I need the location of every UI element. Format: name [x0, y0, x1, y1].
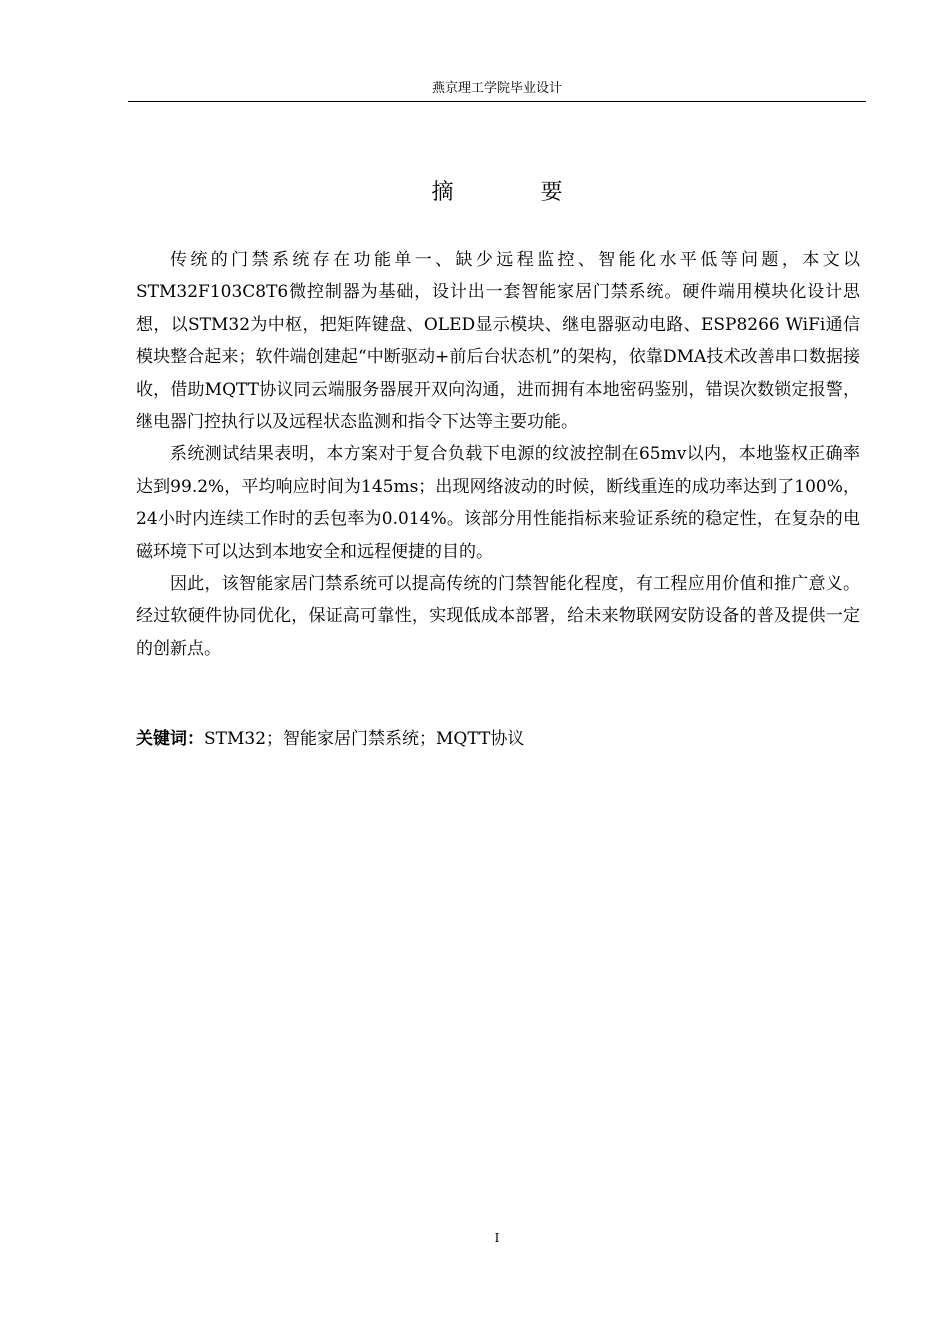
abstract-title: 摘 要 [431, 180, 603, 205]
abstract-body [136, 244, 860, 665]
keywords-label: 关键词： [136, 729, 204, 749]
abstract-paragraph-3: 因此，该智能家居门禁系统可以提高传统的门禁智能化程度，有工程应用价值和推广意义。经过软硬件协同优化，保证高可靠性，实现低成本部署，给未来物联网安防设备的普及提供一定的创新点。 [136, 574, 860, 659]
running-header: 燕京理工学院毕业设计 [431, 81, 562, 96]
abstract-paragraph-1: 传统的门禁系统存在功能单一、缺少远程监控、智能化水平低等问题，本文以STM32F103C8T6微控制器为基础，设计出一套智能家居门禁系统。硬件端用模块化设计思想，以STM32为中枢，把矩阵键盘、OLED显示模块、继电器驱动电路、ESP8266 WiFi通信模块整合起来；软件端创建起“中断驱动+前后台状态机”的架构，依靠DMA技术改善串口数据接收，借助MQTT协议同云端服务器展开双向沟通，进而拥有本地密码鉴别，错误次数锁定报警，继电器门控执行以及远程状态监测和指令下达等主要功能。 [136, 250, 860, 433]
header-rule [128, 101, 866, 102]
abstract-paragraph-2: 系统测试结果表明，本方案对于复合负载下电源的纹波控制在65mv以内，本地鉴权正确率达到99.2%，平均响应时间为145ms；出现网络波动的时候，断线重连的成功率达到了100%，24小时内连续工作时的丢包率为0.014%。该部分用性能指标来验证系统的稳定性，在复杂的电磁环境下可以达到本地安全和远程便捷的目的。 [136, 444, 860, 562]
page-number: I [494, 1231, 500, 1245]
keywords-line [136, 723, 860, 755]
keywords-text: STM32；智能家居门禁系统；MQTT协议 [204, 729, 525, 749]
